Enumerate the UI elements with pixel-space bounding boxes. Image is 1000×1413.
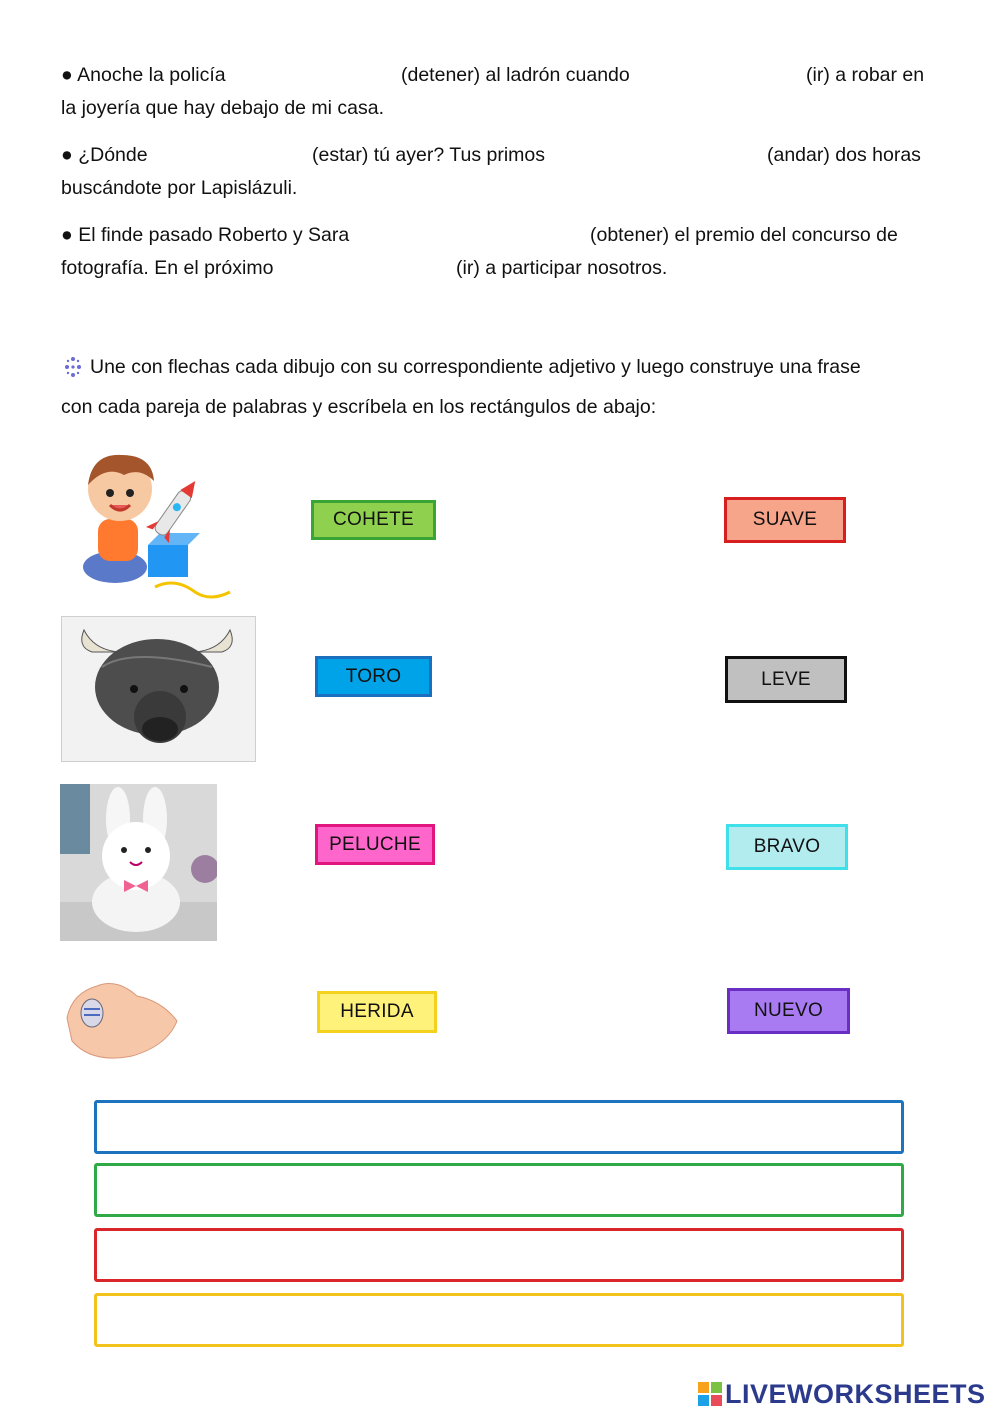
blank-estar[interactable] [162, 143, 306, 169]
sentence-2-part-a: ● ¿Dónde [61, 144, 148, 166]
word-box-suave[interactable]: SUAVE [724, 497, 846, 543]
word-box-nuevo[interactable]: NUEVO [727, 988, 850, 1034]
word-box-bravo[interactable]: BRAVO [726, 824, 848, 870]
sentence-3-part-c: fotografía. En el próximo [61, 257, 274, 279]
blank-obtener[interactable] [386, 223, 585, 249]
blank-detener[interactable] [250, 63, 394, 89]
blank-andar[interactable] [580, 143, 762, 169]
answer-box-2[interactable] [94, 1163, 904, 1217]
instructions-line-1: Une con flechas cada dibujo con su correspondiente adjetivo y luego construye una frase [90, 356, 861, 378]
word-box-herida[interactable]: HERIDA [317, 991, 437, 1033]
sentence-1-part-a: ● Anoche la policía [61, 64, 226, 86]
sentence-1-part-c: (ir) a robar en [806, 64, 925, 86]
word-box-cohete[interactable]: COHETE [311, 500, 436, 540]
word-box-leve[interactable]: LEVE [725, 656, 847, 703]
blank-ir-2[interactable] [305, 256, 451, 282]
blank-ir-1[interactable] [665, 63, 801, 89]
sentence-1-part-b: (detener) al ladrón cuando [401, 64, 630, 86]
injured-hand-image[interactable] [62, 963, 182, 1063]
sentence-2-part-b: (estar) tú ayer? Tus primos [312, 144, 545, 166]
liveworksheets-logo[interactable] [697, 1378, 986, 1410]
sentence-2-part-c: (andar) dos horas [767, 144, 921, 166]
sentence-3-part-b: (obtener) el premio del concurso de [590, 224, 898, 246]
word-box-peluche[interactable]: PELUCHE [315, 824, 435, 865]
answer-box-4[interactable] [94, 1293, 904, 1347]
bull-image[interactable] [61, 616, 256, 762]
plush-bunny-image[interactable] [60, 784, 217, 941]
answer-box-3[interactable] [94, 1228, 904, 1282]
sentence-2-part-d: buscándote por Lapislázuli. [61, 177, 298, 199]
sentence-1-part-d: la joyería que hay debajo de mi casa. [61, 97, 385, 119]
sentence-3-part-a: ● El finde pasado Roberto y Sara [61, 224, 350, 246]
logo-text: LIVEWORKSHEETS [725, 1378, 986, 1409]
liveworksheets-logo-icon [697, 1381, 723, 1407]
sparkle-icon [61, 355, 85, 385]
answer-box-1[interactable] [94, 1100, 904, 1154]
boy-with-rocket-image[interactable] [60, 437, 235, 607]
instructions-line-2: con cada pareja de palabras y escríbela en los rectángulos de abajo: [61, 396, 657, 418]
sentence-3-part-d: (ir) a participar nosotros. [456, 257, 668, 279]
word-box-toro[interactable]: TORO [315, 656, 432, 697]
